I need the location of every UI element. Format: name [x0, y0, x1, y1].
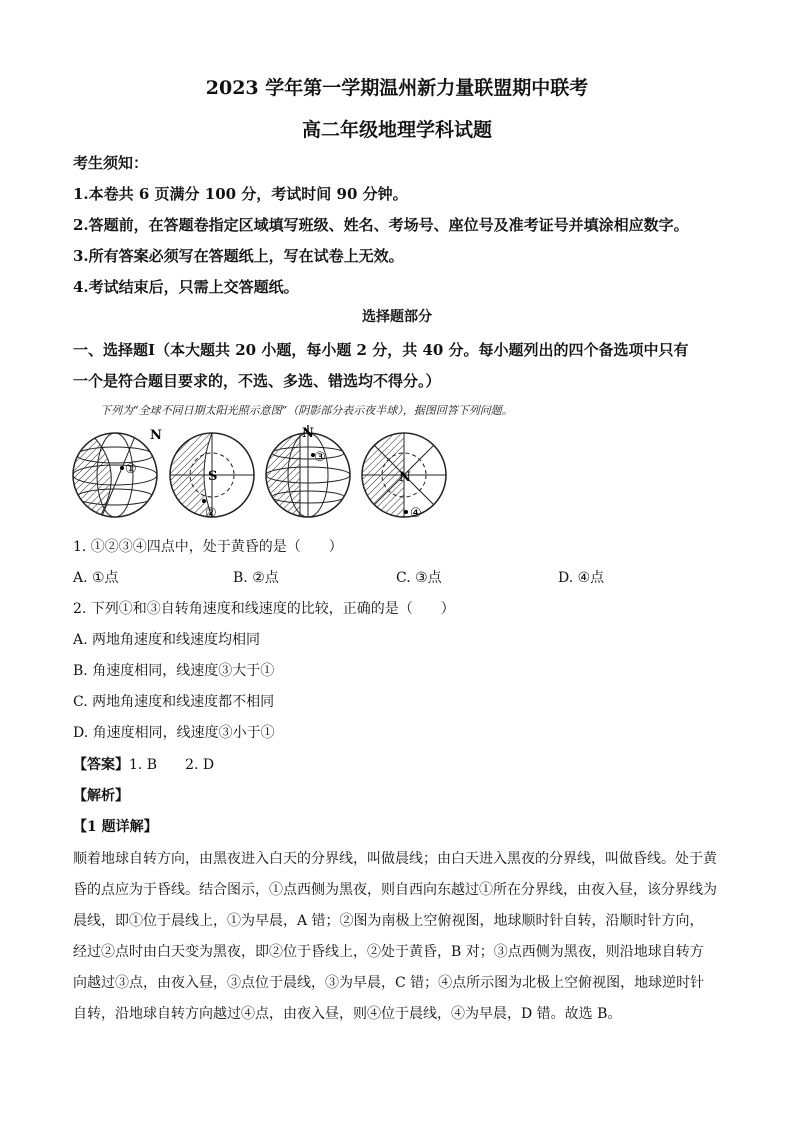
explanation-line-6: 自转，沿地球自转方向越过④点，由夜入昼，则④位于晨线，④为早晨，D 错。故选 B。 [73, 1006, 622, 1022]
notice-item-2: 2.答题前，在答题卷指定区域填写班级、姓名、考场号、座位号及准考证号并填涂相应数字。 [73, 216, 689, 234]
answer-row [73, 754, 214, 774]
illumination-figure [70, 425, 450, 525]
north-pole-label: N [399, 470, 411, 485]
north-label-1: N [150, 428, 162, 443]
analysis-subheading: 【1 题详解】 [73, 819, 158, 835]
explanation-line-1: 顺着地球自转方向，由黑夜进入白天的分界线，叫做晨线；由白天进入黑夜的分界线，叫做昏线。处于黄 [73, 851, 717, 867]
explanation-line-3: 晨线，即①位于晨线上，①为早晨，A 错；②图为南极上空俯视图，地球顺时针自转，沿顺时针方向， [73, 913, 704, 929]
question-2-stem: 2. 下列①和③自转角速度和线速度的比较，正确的是（ ） [73, 601, 455, 617]
point-3-label: ③ [314, 450, 326, 465]
q2-option-a[interactable]: A. 两地角速度和线速度均相同 [73, 632, 261, 648]
explanation-line-4: 经过②点时由白天变为黑夜，即②位于昏线上，②处于黄昏，B 对；③点西侧为黑夜，则沿地球自转方 [73, 944, 704, 960]
q1-option-d[interactable]: D. ④点 [558, 570, 605, 586]
answer-value: 1. B 2. D [129, 757, 215, 773]
globe-1 [70, 425, 157, 521]
q2-option-b[interactable]: B. 角速度相同，线速度③大于① [73, 663, 275, 679]
analysis-label: 【解析】 [73, 788, 129, 804]
question-1-stem: 1. ①②③④四点中，处于黄昏的是（ ） [73, 539, 343, 555]
explanation-line-2: 昏的点应为于昏线。结合图示，①点西侧为黑夜，则自西向东越过①所在分界线，由夜入昼，该分界线为 [73, 882, 717, 898]
q2-option-d[interactable]: D. 角速度相同，线速度③小于① [73, 725, 275, 741]
section-title: 选择题部分 [362, 309, 432, 325]
point-2-label: ② [205, 506, 217, 521]
figure-intro: 下列为“全球不同日期太阳光照示意图”（阴影部分表示夜半球），据图回答下列问题。 [100, 404, 513, 417]
notice-item-4: 4.考试结束后，只需上交答题纸。 [73, 278, 299, 296]
north-label-3: N [302, 426, 314, 441]
exam-subtitle: 高二年级地理学科试题 [301, 119, 492, 141]
q1-option-b[interactable]: B. ②点 [233, 570, 279, 586]
exam-title: 2023 学年第一学期温州新力量联盟期中联考 [205, 77, 589, 99]
q1-option-c[interactable]: C. ③点 [396, 570, 442, 586]
notice-item-3: 3.所有答案必须写在答题纸上，写在试卷上无效。 [73, 247, 404, 265]
notice-item-1: 1.本卷共 6 页满分 100 分，考试时间 90 分钟。 [73, 185, 408, 203]
south-pole-label: S [208, 469, 218, 484]
notice-heading: 考生须知： [73, 154, 149, 172]
answer-label: 【答案】 [73, 757, 129, 773]
q1-option-a[interactable]: A. ①点 [73, 570, 119, 586]
point-4-label: ④ [410, 506, 422, 521]
q2-option-c[interactable]: C. 两地角速度和线速度都不相同 [73, 694, 275, 710]
explanation-line-5: 向越过③点，由夜入昼，③点位于晨线，③为早晨，C 错；④点所示图为北极上空俯视图，地球逆时针 [73, 975, 705, 991]
point-1-label: ① [125, 462, 137, 477]
section-instruction-1: 一、选择题Ⅰ（本大题共 20 小题，每小题 2 分，共 40 分。每小题列出的四个备选项中只有 [73, 341, 689, 359]
section-instruction-2: 一个是符合题目要求的，不选、多选、错选均不得分。） [73, 372, 441, 390]
